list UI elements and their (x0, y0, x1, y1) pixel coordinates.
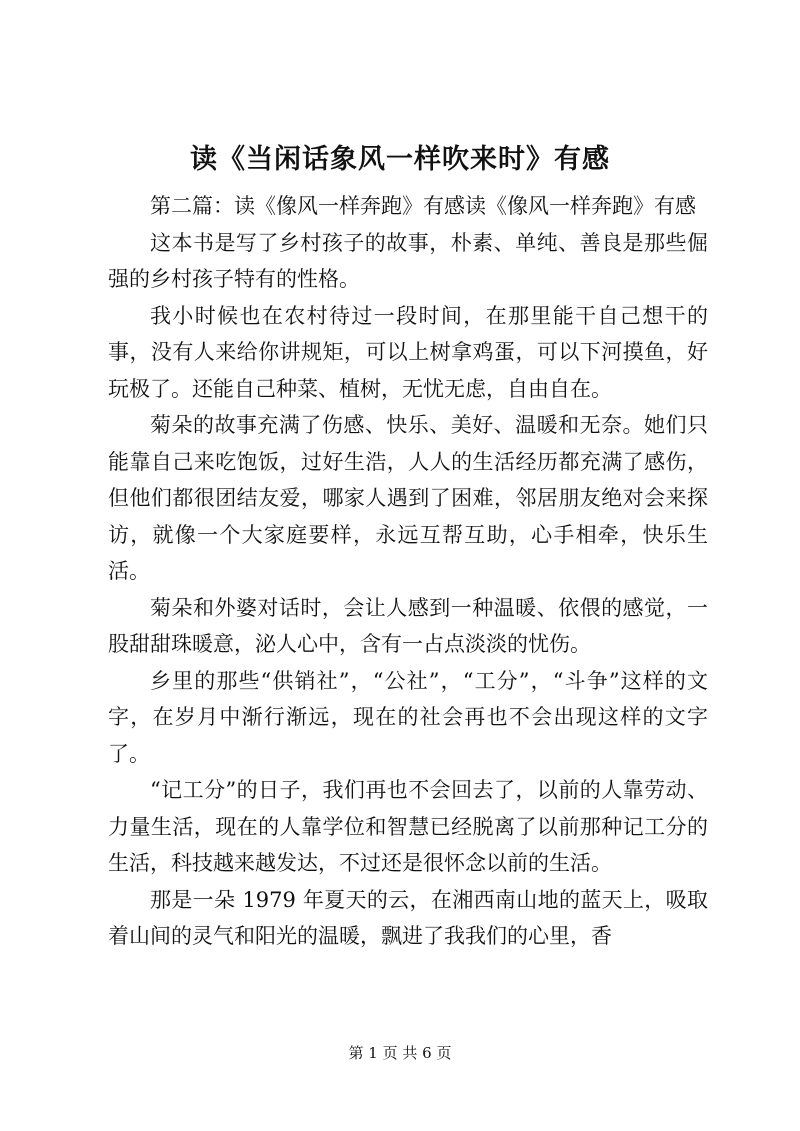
page-number-footer: 第 1 页 共 6 页 (348, 1044, 452, 1062)
paragraph: 第二篇：读《像风一样奔跑》有感读《像风一样奔跑》有感 (150, 194, 696, 218)
paragraph: 乡里的那些“供销社”，“公社”，“工分”，“斗争”这样的文字，在岁月中渐行渐远，现在的社会再也不会出现这样的文字了。 (108, 668, 708, 766)
document-title: 读《当闲话象风一样吹来时》有感 (190, 144, 610, 175)
paragraph: 这本书是写了乡村孩子的故事，朴素、单纯、善良是那些倔强的乡村孩子特有的性格。 (108, 230, 708, 291)
paragraph: 我小时候也在农村待过一段时间，在那里能干自己想干的事，没有人来给你讲规矩，可以上树拿鸡蛋，可以下河摸鱼，好玩极了。还能自己种菜、植树，无忧无虑，自由自在。 (108, 303, 708, 401)
document-body (108, 188, 708, 955)
paragraph: “记工分”的日子，我们再也不会回去了，以前的人靠劳动、力量生活，现在的人靠学位和智慧已经脱离了以前那种记工分的生活，科技越来越发达，不过还是很怀念以前的生活。 (108, 778, 708, 875)
paragraph: 那是一朵 1979 年夏天的云，在湘西南山地的蓝天上，吸取着山间的灵气和阳光的温暖，飘进了我我们的心里，香 (108, 887, 708, 948)
paragraph: 菊朵和外婆对话时，会让人感到一种温暖、依偎的感觉，一股甜甜珠暖意，泌人心中，含有一占点淡淡的忧伤。 (108, 595, 708, 656)
paragraph: 菊朵的故事充满了伤感、快乐、美好、温暖和无奈。她们只能靠自己来吃饱饭，过好生浩，人人的生活经历都充满了感伤，但他们都很团结友爱，哪家人遇到了困难，邻居朋友绝对会来探访，就像一个大家庭要样，永远互帮互助，心手相牵，快乐生活。 (108, 413, 708, 583)
